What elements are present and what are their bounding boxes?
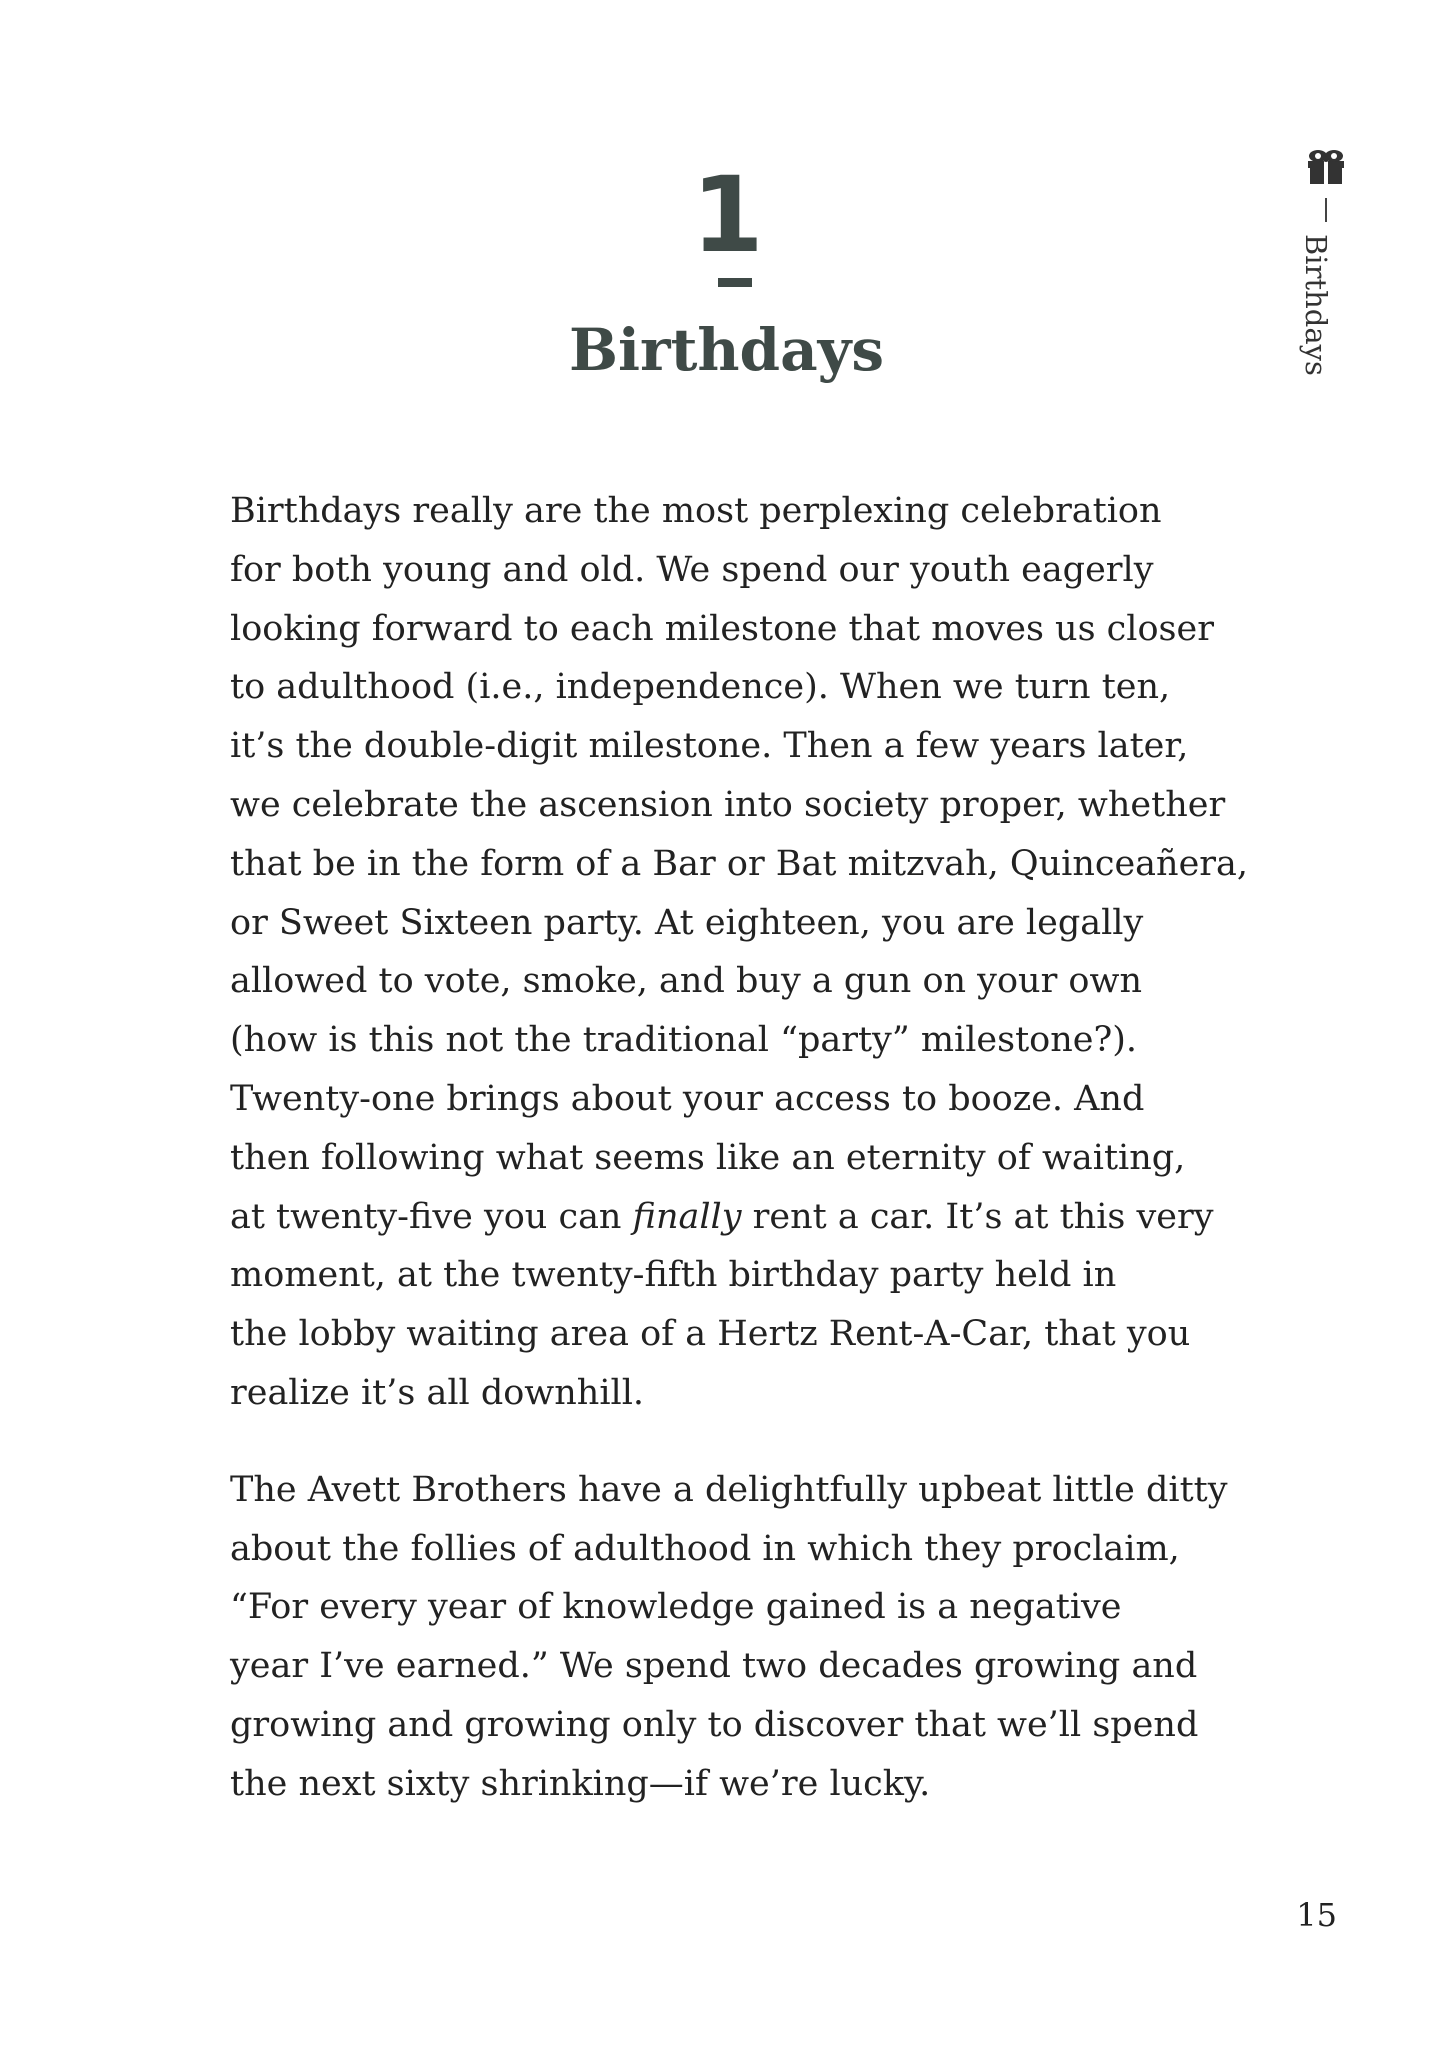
gift-bow-icon bbox=[1304, 146, 1348, 186]
text-line: the next sixty shrinking—if we’re lucky. bbox=[230, 1763, 931, 1804]
paragraph-1 bbox=[230, 482, 1249, 1423]
text-line: (how is this not the traditional “party” milestone?). bbox=[230, 1020, 1138, 1061]
text-line: Twenty-one brings about your access to booze. And bbox=[230, 1078, 1145, 1119]
text-line: it’s the double-digit milestone. Then a few years later, bbox=[230, 726, 1189, 767]
page-number: 15 bbox=[1296, 1896, 1337, 1934]
text-line: we celebrate the ascension into society proper, whether bbox=[230, 784, 1226, 825]
text-line: for both young and old. We spend our youth eagerly bbox=[230, 549, 1154, 590]
text-line: then following what seems like an eternity of waiting, bbox=[230, 1137, 1186, 1178]
body-text bbox=[230, 482, 1249, 1814]
text-line: growing and growing only to discover that we’ll spend bbox=[230, 1704, 1199, 1745]
text-line: “For every year of knowledge gained is a negative bbox=[230, 1587, 1122, 1628]
text-line: Birthdays really are the most perplexing celebration bbox=[230, 491, 1162, 531]
text-line: allowed to vote, smoke, and buy a gun on your own bbox=[230, 961, 1142, 1002]
text-line: that be in the form of a Bar or Bat mitzvah, Quinceañera, bbox=[230, 843, 1249, 884]
text-fragment: at twenty-five you can bbox=[230, 1196, 633, 1237]
text-line: looking forward to each milestone that moves us closer bbox=[230, 608, 1214, 649]
chapter-number: 1 bbox=[691, 154, 764, 276]
side-tab-label: Birthdays bbox=[1299, 234, 1333, 376]
side-tab bbox=[1296, 146, 1356, 386]
paragraph-gap bbox=[230, 1423, 1240, 1461]
chapter-title: Birthdays bbox=[568, 316, 885, 384]
text-line: moment, at the twenty-fifth birthday party held in bbox=[230, 1255, 1117, 1296]
chapter-heading bbox=[0, 154, 1441, 385]
text-line: The Avett Brothers have a delightfully upbeat little ditty bbox=[230, 1469, 1228, 1510]
text-line: realize it’s all downhill. bbox=[230, 1372, 645, 1413]
text-line: about the follies of adulthood in which they proclaim, bbox=[230, 1528, 1180, 1569]
text-line-italic bbox=[230, 1188, 1240, 1247]
paragraph-2 bbox=[230, 1461, 1240, 1814]
text-line: the lobby waiting area of a Hertz Rent-A-Car, that you bbox=[230, 1314, 1191, 1355]
side-tab-rule bbox=[1325, 198, 1327, 222]
chapter-rule bbox=[718, 278, 752, 287]
text-line: or Sweet Sixteen party. At eighteen, you are legally bbox=[230, 902, 1144, 943]
text-line: to adulthood (i.e., independence). When we turn ten, bbox=[230, 667, 1171, 708]
text-fragment: rent a car. It’s at this very bbox=[741, 1196, 1214, 1237]
emphasis-text: finally bbox=[632, 1196, 742, 1237]
text-line: year I’ve earned.” We spend two decades growing and bbox=[230, 1646, 1198, 1687]
